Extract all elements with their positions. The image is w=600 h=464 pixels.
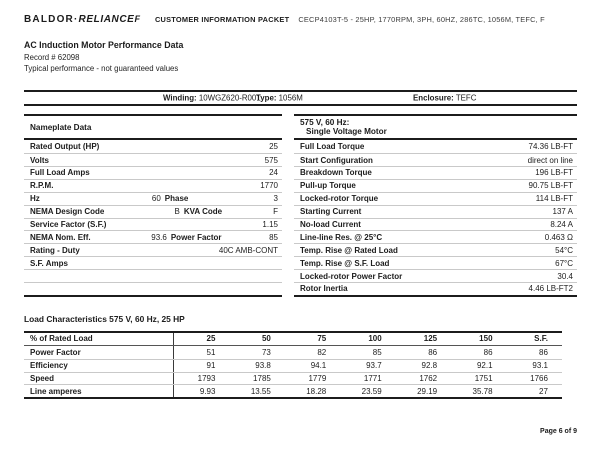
logo-baldor: BALDOR [24,14,74,25]
load-cell: 27 [539,386,548,396]
voltage-row [294,179,577,192]
row-value: 60 [151,194,161,204]
load-characteristics-section [24,314,577,399]
row-label-2: Phase [164,194,189,204]
load-cell: 29.19 [417,386,438,396]
load-cell: 1762 [419,373,438,383]
load-header-cell: 50 [261,334,271,344]
logo-separator: · [73,14,79,25]
load-cell: 73 [261,347,271,357]
load-cell: 1793 [197,373,216,383]
row-value: 67°C [555,258,573,268]
enclosure-value: TEFC [455,93,477,103]
load-cell: 1766 [530,373,548,383]
doc-title: AC Induction Motor Performance Data [24,40,184,50]
load-cell: 92.1 [476,361,493,371]
load-cell: 86 [539,347,548,357]
row-label: Locked-rotor Power Factor [300,271,403,281]
row-value-2: F [273,207,278,217]
voltage-row [294,205,577,218]
nameplate-row [24,218,282,231]
load-header-cell: 125 [423,334,438,344]
nameplate-rows [24,140,282,295]
data-columns [24,114,577,297]
voltage-row [294,282,577,295]
row-label: Pull-up Torque [300,181,356,191]
load-cell: 1779 [308,373,327,383]
row-value: 4.46 LB-FT2 [528,284,573,294]
load-cell: 94.1 [310,361,327,371]
nameplate-row [24,230,282,243]
load-row-label: Power Factor [24,346,174,359]
load-row-label: Speed [24,373,174,385]
enclosure-cell [413,94,476,103]
row-value: 8.24 A [550,219,573,229]
row-label: Temp. Rise @ S.F. Load [300,258,390,268]
row-value-2: 85 [269,232,278,242]
load-cell: 93.8 [255,361,271,371]
row-value: 40C AMB-CONT [218,245,278,255]
voltage-row [294,230,577,243]
voltage-row [294,166,577,179]
load-header-cell: % of Rated Load [24,333,174,345]
row-value: direct on line [527,155,573,165]
load-row [24,359,562,372]
top-brand-bar [24,14,577,25]
nameplate-row [24,243,282,256]
packet-title: CUSTOMER INFORMATION PACKET [154,15,290,24]
row-value: 93.6 [151,232,167,242]
nameplate-row [24,269,282,282]
document-intro [24,40,577,73]
winding-label: Winding: [163,93,197,103]
row-label: Line-line Res. @ 25°C [300,232,383,242]
load-cell: 93.7 [366,361,382,371]
disclaimer-note: Typical performance - not guaranteed values [24,64,179,74]
load-cell: 86 [428,347,438,357]
load-header-cell: 25 [206,334,216,344]
row-value: 137 A [552,207,573,217]
nameplate-title: Nameplate Data [30,122,92,132]
load-header-cell: 75 [317,334,327,344]
enclosure-label: Enclosure: [413,93,454,103]
row-value: 0.463 Ω [544,232,573,242]
row-label: Rated Output (HP) [30,142,100,152]
voltage-row [294,243,577,256]
load-row [24,384,562,397]
load-characteristics-title: Load Characteristics 575 V, 60 Hz, 25 HP [24,313,185,324]
load-row-label: Efficiency [24,360,174,372]
row-value: B [174,207,180,217]
load-cell: 93.1 [532,361,548,371]
product-description: CECP4103T-5 - 25HP, 1770RPM, 3PH, 60HZ, 286TC, 1056M, TEFC, F [298,15,545,24]
row-label-2: Power Factor [170,232,222,242]
row-label: Locked-rotor Torque [300,194,379,204]
nameplate-row [24,153,282,166]
row-label: Breakdown Torque [300,168,372,178]
row-label: Rating - Duty [30,245,80,255]
load-cell: 35.78 [472,386,493,396]
voltage-panel [294,114,577,297]
load-cell: 82 [317,347,327,357]
load-row-label: Line amperes [24,385,174,397]
voltage-rows [294,140,577,295]
row-label-2: KVA Code [183,207,223,217]
load-cell: 13.55 [250,386,271,396]
row-label: S.F. Amps [30,258,68,268]
baldor-reliance-logo [24,14,140,25]
row-label: Full Load Torque [300,142,365,152]
load-row [24,346,562,359]
load-cell: 85 [372,347,382,357]
row-value: 90.75 LB-FT [528,181,573,191]
voltage-row [294,269,577,282]
load-characteristics-table [24,331,562,399]
voltage-row [294,153,577,166]
load-cell: 9.93 [199,386,216,396]
row-value: 74.36 LB-FT [528,142,573,152]
voltage-title-line2: Single Voltage Motor [306,127,387,137]
load-header-cell: S.F. [534,334,548,344]
winding-summary-bar [24,90,577,106]
load-cell: 1771 [363,373,382,383]
row-value-2: 3 [273,194,278,204]
type-cell [256,94,303,103]
row-label: Starting Current [300,207,362,217]
load-cell: 91 [206,361,216,371]
row-label: NEMA Design Code [30,207,105,217]
row-value: 1770 [260,181,278,191]
voltage-title-line1: 575 V, 60 Hz: [300,118,350,128]
row-label: NEMA Nom. Eff. [30,232,91,242]
winding-cell [163,94,261,103]
row-label: Start Configuration [300,155,373,165]
record-number: Record # 62098 [24,52,80,62]
load-cell: 1751 [474,373,493,383]
voltage-row [294,256,577,269]
nameplate-panel [24,114,282,297]
nameplate-row [24,282,282,295]
load-cell: 18.28 [306,386,327,396]
load-table-body [24,346,562,398]
row-label: Full Load Amps [30,168,90,178]
load-header-cell: 100 [368,334,382,344]
row-label: Hz [30,194,40,204]
row-value: 25 [269,142,278,152]
row-value: 575 [264,155,278,165]
winding-value: 10WGZ620-R001 [198,93,261,103]
row-value: 24 [269,168,278,178]
type-value: 1056M [278,93,303,103]
voltage-panel-header [294,116,577,140]
row-label: Rotor Inertia [300,284,348,294]
row-value: 30.4 [557,271,573,281]
load-table-header-row [24,333,562,346]
load-cell: 92.8 [421,361,438,371]
nameplate-row [24,179,282,192]
logo-reliance: RELIANCE [78,14,135,25]
nameplate-row [24,256,282,269]
row-value: 1.15 [262,219,278,229]
row-label: Service Factor (S.F.) [30,219,107,229]
row-label: Temp. Rise @ Rated Load [300,245,398,255]
load-row [24,372,562,385]
load-cell: 51 [206,347,216,357]
voltage-row [294,218,577,231]
voltage-row [294,140,577,153]
row-label: No-load Current [300,219,361,229]
nameplate-panel-header [24,116,282,140]
load-cell: 1785 [253,373,271,383]
load-header-cell: 150 [479,334,493,344]
voltage-row [294,192,577,205]
row-label: Volts [30,155,49,165]
row-label: R.P.M. [30,181,54,191]
nameplate-row [24,140,282,153]
row-value: 196 LB-FT [535,168,573,178]
page-number: Page 6 of 9 [540,428,577,435]
type-label: Type: [256,93,277,103]
nameplate-row [24,166,282,179]
row-value: 54°C [555,245,573,255]
row-value: 114 LB-FT [535,194,573,204]
nameplate-row [24,192,282,205]
logo-mark: F [134,14,140,24]
load-cell: 86 [483,347,493,357]
nameplate-row [24,205,282,218]
load-cell: 23.59 [361,386,382,396]
